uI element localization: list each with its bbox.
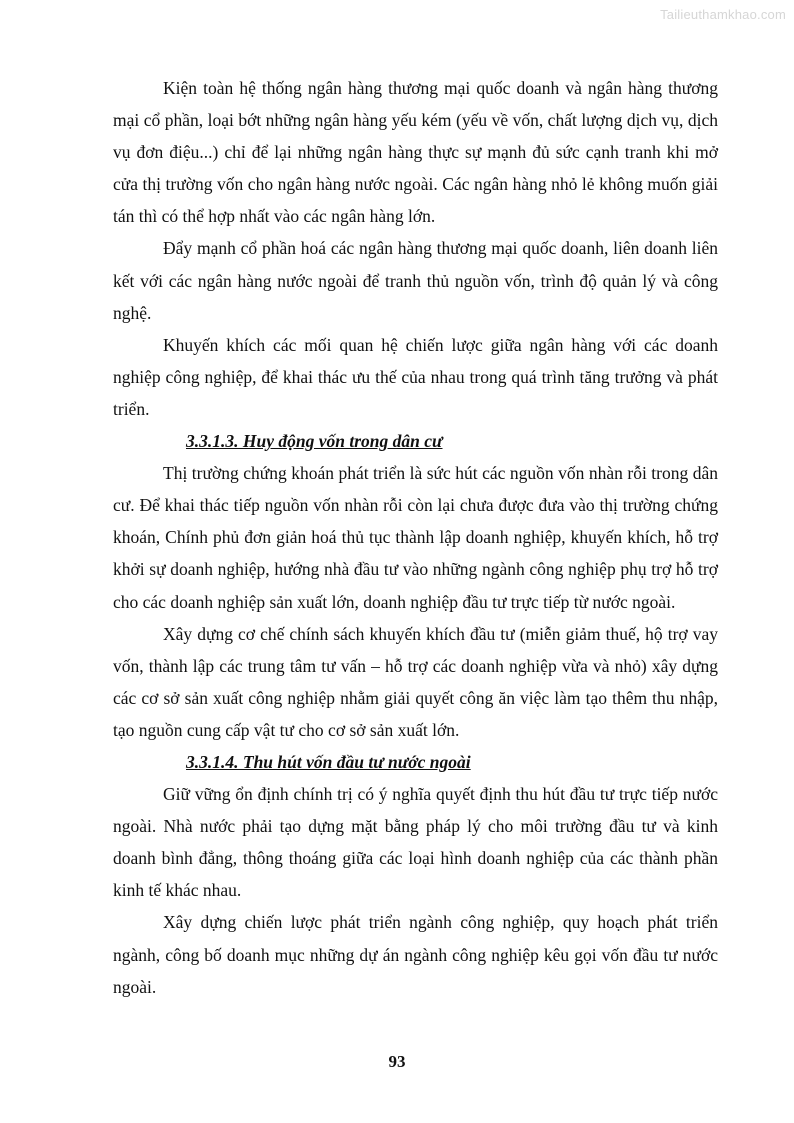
section-heading: 3.3.1.4. Thu hút vốn đầu tư nước ngoài	[186, 751, 471, 772]
page-content	[113, 72, 718, 1003]
paragraph: Xây dựng cơ chế chính sách khuyến khích đầu tư (miễn giảm thuế, hộ trợ vay vốn, thành lập các trung tâm tư vấn – hỗ trợ các doanh nghiệp vừa và nhỏ) xây dựng các cơ sở sản xuất công nghiệp nhằm giải quyết công ăn việc làm tạo thêm thu nhập, tạo nguồn cung cấp vật tư cho cơ sở sản xuất lớn.	[113, 623, 718, 740]
paragraph: Đẩy mạnh cổ phần hoá các ngân hàng thương mại quốc doanh, liên doanh liên kết với các ngân hàng nước ngoài để tranh thủ nguồn vốn, trình độ quản lý và công nghệ.	[113, 238, 718, 323]
section-heading: 3.3.1.3. Huy động vốn trong dân cư	[186, 431, 443, 452]
page-number: 93	[388, 1052, 406, 1071]
watermark: Tailieuthamkhao.com	[660, 7, 786, 22]
paragraph: Xây dựng chiến lược phát triển ngành công nghiệp, quy hoạch phát triển ngành, công bố doanh mục những dự án ngành công nghiệp kêu gọi vốn đầu tư nước ngoài.	[113, 912, 718, 997]
paragraph: Khuyến khích các mối quan hệ chiến lược giữa ngân hàng với các doanh nghiệp công nghiệp, để khai thác ưu thế của nhau trong quá trình tăng trưởng và phát triển.	[113, 334, 718, 419]
paragraph: Giữ vững ổn định chính trị có ý nghĩa quyết định thu hút đầu tư trực tiếp nước ngoài. Nhà nước phải tạo dựng mặt bằng pháp lý cho môi trường đầu tư và kinh doanh bình đẳng, thông thoáng giữa các loại hình doanh nghiệp của các thành phần kinh tế khác nhau.	[113, 784, 718, 901]
paragraph: Kiện toàn hệ thống ngân hàng thương mại quốc doanh và ngân hàng thương mại cổ phần, loại bớt những ngân hàng yếu kém (yếu về vốn, chất lượng dịch vụ, dịch vụ đơn điệu...) chỉ để lại những ngân hàng thực sự mạnh đủ sức cạnh tranh khi mở cửa thị trường vốn cho ngân hàng nước ngoài. Các ngân hàng nhỏ lẻ không muốn giải tán thì có thể hợp nhất vào các ngân hàng lớn.	[113, 78, 718, 227]
paragraph: Thị trường chứng khoán phát triển là sức hút các nguồn vốn nhàn rỗi trong dân cư. Để khai thác tiếp nguồn vốn nhàn rỗi còn lại chưa được đưa vào thị trường chứng khoán, Chính phủ đơn giản hoá thủ tục thành lập doanh nghiệp, khuyến khích, hỗ trợ khởi sự doanh nghiệp, hướng nhà đầu tư vào những ngành công nghiệp phụ trợ hỗ trợ cho các doanh nghiệp sản xuất lớn, doanh nghiệp đầu tư trực tiếp từ nước ngoài.	[113, 463, 718, 612]
